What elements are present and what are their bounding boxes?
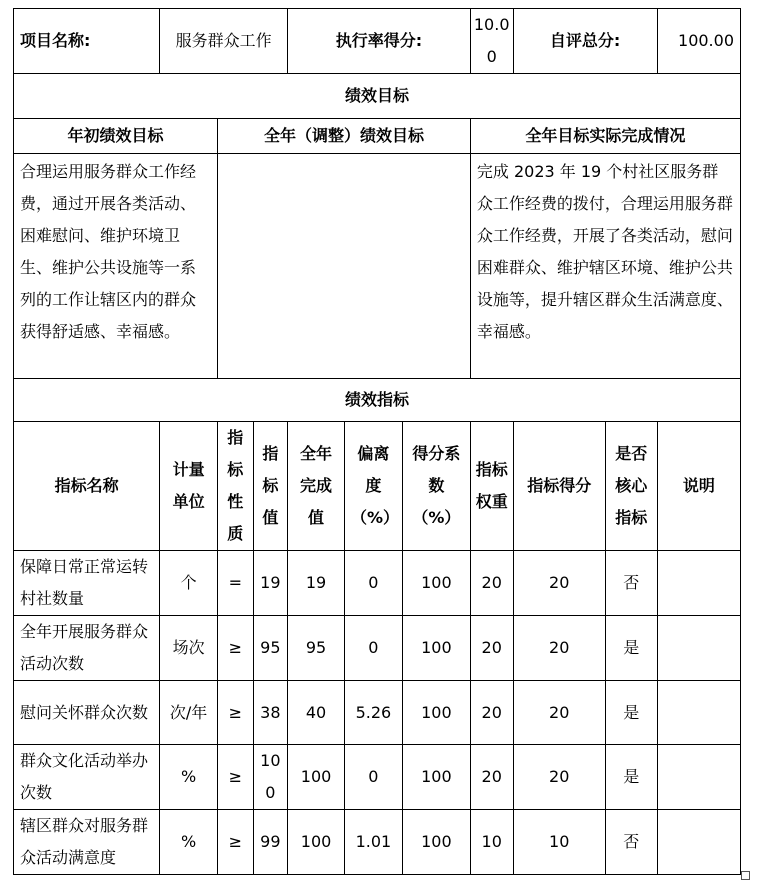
deviation: 1.01 xyxy=(344,810,402,875)
self-eval-label: 自评总分: xyxy=(513,9,657,74)
note xyxy=(657,810,740,875)
note xyxy=(657,551,740,616)
actual-completion-text: 完成 2023 年 19 个村社区服务群众工作经费的拨付，合理运用服务群众工作经费，开展了各类活动，慰问困难群众、维护辖区环境、维护公共设施等，提升辖区群众生活满意度、幸福感。 xyxy=(470,154,740,379)
indicator-score: 20 xyxy=(513,551,605,616)
nature: = xyxy=(218,551,254,616)
unit: 场次 xyxy=(160,616,218,681)
score-coef: 100 xyxy=(402,616,470,681)
core-indicator: 是 xyxy=(605,616,657,681)
col-note: 说明 xyxy=(657,422,740,551)
weight: 20 xyxy=(470,681,513,745)
deviation: 5.26 xyxy=(344,681,402,745)
col-core-indicator: 是否核心指标 xyxy=(605,422,657,551)
table-row xyxy=(14,810,741,875)
completed-value: 100 xyxy=(288,810,345,875)
core-indicator: 是 xyxy=(605,681,657,745)
unit: 次/年 xyxy=(160,681,218,745)
indicators-section-title: 绩效指标 xyxy=(14,379,741,422)
table-row xyxy=(14,681,741,745)
col-target-value: 指标值 xyxy=(253,422,288,551)
indicator-score: 10 xyxy=(513,810,605,875)
target-value: 99 xyxy=(253,810,288,875)
initial-goal-text: 合理运用服务群众工作经费，通过开展各类活动、困难慰问、维护环境卫生、维护公共设施等一系列的工作让辖区内的群众获得舒适感、幸福感。 xyxy=(14,154,218,379)
indicator-name: 保障日常正常运转村社数量 xyxy=(14,551,160,616)
execution-score-value: 10.00 xyxy=(470,9,513,74)
target-value: 100 xyxy=(253,745,288,810)
indicator-header-row xyxy=(14,422,741,551)
initial-goal-header: 年初绩效目标 xyxy=(14,119,218,154)
indicator-name: 辖区群众对服务群众活动满意度 xyxy=(14,810,160,875)
table-row xyxy=(14,551,741,616)
self-eval-value: 100.00 xyxy=(657,9,740,74)
core-indicator: 是 xyxy=(605,745,657,810)
score-coef: 100 xyxy=(402,745,470,810)
weight: 20 xyxy=(470,745,513,810)
deviation: 0 xyxy=(344,745,402,810)
score-coef: 100 xyxy=(402,551,470,616)
col-deviation: 偏离度（%） xyxy=(344,422,402,551)
weight: 10 xyxy=(470,810,513,875)
col-score-coef: 得分系数（%） xyxy=(402,422,470,551)
note xyxy=(657,616,740,681)
adjusted-goal-header: 全年（调整）绩效目标 xyxy=(218,119,471,154)
nature: ≥ xyxy=(218,616,254,681)
table-row xyxy=(14,616,741,681)
col-nature: 指标性质 xyxy=(218,422,254,551)
indicator-score: 20 xyxy=(513,745,605,810)
col-indicator-score: 指标得分 xyxy=(513,422,605,551)
completed-value: 100 xyxy=(288,745,345,810)
indicator-score: 20 xyxy=(513,616,605,681)
adjusted-goal-text xyxy=(218,154,471,379)
goals-section-title: 绩效目标 xyxy=(14,74,741,119)
deviation: 0 xyxy=(344,616,402,681)
completed-value: 95 xyxy=(288,616,345,681)
performance-table xyxy=(13,8,741,875)
target-value: 19 xyxy=(253,551,288,616)
unit: 个 xyxy=(160,551,218,616)
note xyxy=(657,745,740,810)
weight: 20 xyxy=(470,616,513,681)
note xyxy=(657,681,740,745)
unit: % xyxy=(160,745,218,810)
weight: 20 xyxy=(470,551,513,616)
indicator-name: 群众文化活动举办次数 xyxy=(14,745,160,810)
target-value: 38 xyxy=(253,681,288,745)
nature: ≥ xyxy=(218,681,254,745)
nature: ≥ xyxy=(218,745,254,810)
col-weight: 指标权重 xyxy=(470,422,513,551)
table-row xyxy=(14,745,741,810)
header-row xyxy=(14,9,741,74)
score-coef: 100 xyxy=(402,810,470,875)
completed-value: 19 xyxy=(288,551,345,616)
deviation: 0 xyxy=(344,551,402,616)
score-coef: 100 xyxy=(402,681,470,745)
unit: % xyxy=(160,810,218,875)
project-name-value: 服务群众工作 xyxy=(160,9,288,74)
nature: ≥ xyxy=(218,810,254,875)
indicator-score: 20 xyxy=(513,681,605,745)
actual-completion-header: 全年目标实际完成情况 xyxy=(470,119,740,154)
core-indicator: 否 xyxy=(605,810,657,875)
col-indicator-name: 指标名称 xyxy=(14,422,160,551)
indicator-name: 慰问关怀群众次数 xyxy=(14,681,160,745)
completed-value: 40 xyxy=(288,681,345,745)
core-indicator: 否 xyxy=(605,551,657,616)
project-name-label: 项目名称: xyxy=(14,9,160,74)
execution-score-label: 执行率得分: xyxy=(288,9,471,74)
col-completed-value: 全年完成值 xyxy=(288,422,345,551)
col-unit: 计量单位 xyxy=(160,422,218,551)
indicator-name: 全年开展服务群众活动次数 xyxy=(14,616,160,681)
target-value: 95 xyxy=(253,616,288,681)
table-resize-handle[interactable] xyxy=(741,871,750,880)
